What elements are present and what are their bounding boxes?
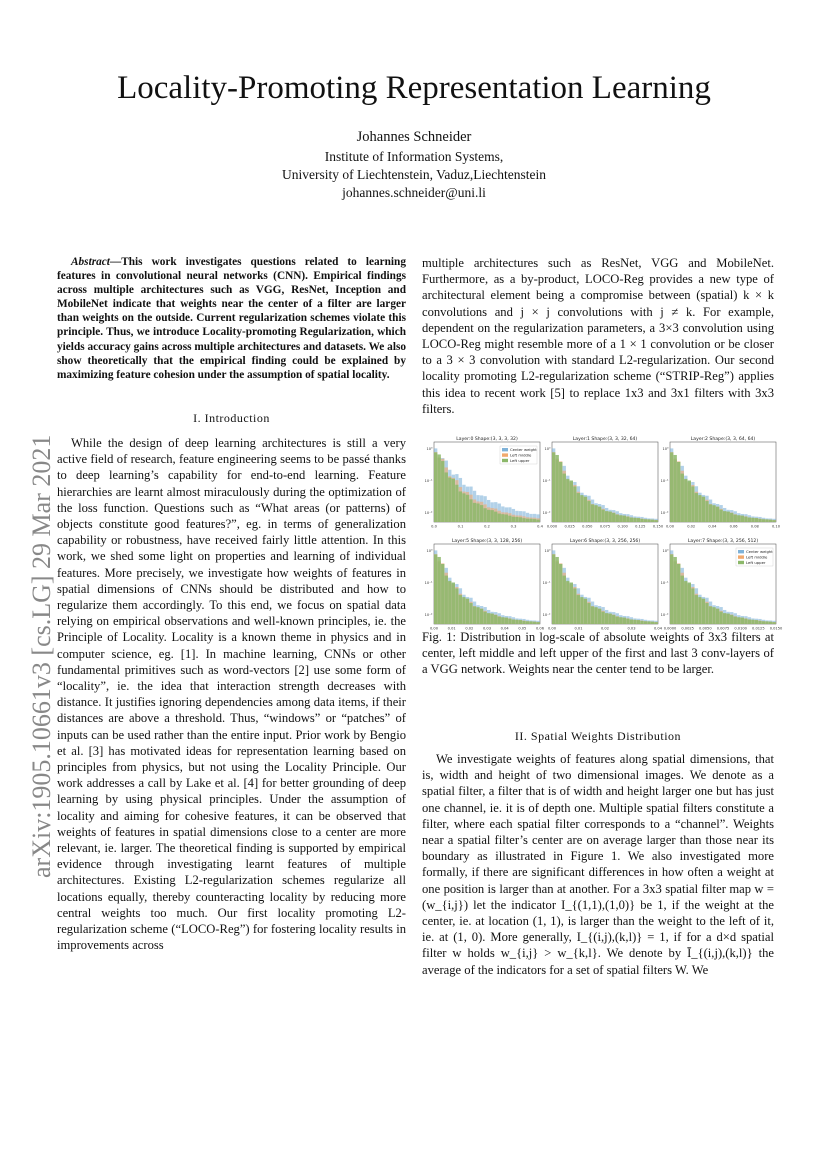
- histogram-bar: [533, 622, 536, 624]
- x-tick-label: 0.02: [600, 626, 610, 631]
- histogram-bar: [434, 554, 437, 624]
- histogram-bar: [563, 474, 566, 522]
- histogram-bar: [605, 613, 608, 624]
- histogram-bar: [744, 517, 747, 522]
- histogram-bar: [762, 519, 765, 522]
- histogram-bar: [480, 609, 483, 624]
- histogram-bar: [476, 607, 479, 624]
- histogram-bar: [626, 619, 629, 624]
- histogram-bar: [695, 595, 698, 624]
- legend-swatch: [738, 550, 744, 553]
- histogram-bar: [695, 493, 698, 522]
- histogram-bar: [681, 576, 684, 624]
- panel-title: Layer:2 Shape:(3, 3, 64, 64): [690, 437, 756, 442]
- histogram-bar: [723, 613, 726, 624]
- histogram-bar: [719, 612, 722, 624]
- histogram-bar: [670, 452, 673, 522]
- legend-label: Center weight: [746, 549, 773, 554]
- histogram-bar: [762, 621, 765, 624]
- x-tick-label: 0.03: [627, 626, 636, 631]
- histogram-bar: [491, 510, 494, 522]
- histogram-bar: [498, 514, 501, 522]
- histogram-bar: [681, 474, 684, 522]
- histogram-bar: [644, 519, 647, 522]
- histogram-bar: [684, 479, 687, 522]
- histogram-bar: [529, 519, 532, 522]
- histogram-bar: [619, 617, 622, 624]
- histogram-bar: [452, 479, 455, 522]
- histogram-bar: [698, 597, 701, 624]
- histogram-bar: [559, 462, 562, 522]
- histogram-bar: [473, 503, 476, 522]
- right-column-top-text: [422, 255, 774, 417]
- x-tick-label: 0.06: [535, 626, 545, 631]
- histogram-bar: [734, 617, 737, 624]
- histogram-bar: [577, 595, 580, 624]
- histogram-bar: [737, 515, 740, 522]
- histogram-panel: [543, 538, 663, 631]
- histogram-bar: [623, 516, 626, 522]
- histogram-bar: [730, 615, 733, 624]
- x-tick-label: 0.06: [729, 524, 738, 529]
- histogram-bar: [674, 455, 677, 522]
- histogram-bar: [587, 501, 590, 522]
- histogram-bar: [533, 519, 536, 522]
- histogram-bar: [769, 622, 772, 624]
- histogram-bar: [480, 505, 483, 522]
- histogram-bar: [709, 504, 712, 522]
- histogram-bar: [584, 497, 587, 522]
- histogram-bar: [519, 517, 522, 522]
- histogram-bar: [566, 479, 569, 522]
- histogram-bar: [716, 507, 719, 522]
- x-tick-label: 0.0075: [716, 626, 730, 631]
- histogram-bar: [737, 617, 740, 624]
- histogram-bar: [623, 618, 626, 624]
- histogram-panel: [543, 436, 664, 529]
- histogram-bar: [765, 621, 768, 624]
- histogram-bar: [751, 620, 754, 624]
- histogram-bar: [441, 564, 444, 624]
- x-tick-label: 0.4: [537, 524, 543, 529]
- y-tick-label: 10⁻¹: [660, 479, 669, 483]
- abstract-label: Abstract: [71, 256, 110, 268]
- histogram-bar: [455, 485, 458, 522]
- histogram-bar: [723, 511, 726, 522]
- histogram-bar: [438, 557, 441, 624]
- histogram-bar: [476, 503, 479, 522]
- histogram-bar: [772, 622, 775, 624]
- histogram-bar: [684, 581, 687, 624]
- figure-1-histograms: [422, 432, 783, 631]
- histogram-panel: [661, 436, 781, 529]
- y-tick-label: 10⁻²: [660, 511, 669, 515]
- histogram-bar: [515, 517, 518, 522]
- section-heading-introduction: I. Introduction: [193, 411, 270, 425]
- histogram-bar: [505, 514, 508, 522]
- y-tick-label: 10⁰: [662, 549, 669, 553]
- x-tick-label: 0.08: [750, 524, 759, 529]
- histogram-bar: [598, 507, 601, 522]
- histogram-bar: [651, 622, 654, 624]
- x-tick-label: 0.0125: [752, 626, 765, 631]
- histogram-bar: [448, 581, 451, 624]
- histogram-bar: [633, 620, 636, 624]
- histogram-bar: [677, 564, 680, 624]
- histogram-bar: [769, 520, 772, 522]
- histogram-bar: [487, 510, 490, 522]
- x-tick-label: 0.0: [431, 524, 437, 529]
- histogram-bar: [556, 557, 559, 624]
- histogram-bar: [688, 480, 691, 522]
- histogram-bar: [637, 518, 640, 522]
- x-tick-label: 0.075: [599, 524, 611, 529]
- histogram-bar: [616, 515, 619, 522]
- author-affiliation-2: University of Liechtenstein, Vaduz,Liechtenstein: [281, 167, 547, 182]
- histogram-bar: [644, 621, 647, 624]
- x-tick-label: 0.0050: [699, 626, 712, 631]
- histogram-bar: [591, 504, 594, 522]
- section-heading-spatial-weights: II. Spatial Weights Distribution: [514, 729, 682, 743]
- histogram-bar: [580, 597, 583, 624]
- histogram-bar: [601, 510, 604, 522]
- histogram-bar: [469, 499, 472, 522]
- histogram-bar: [748, 620, 751, 624]
- histogram-bar: [552, 554, 555, 624]
- histogram-panel: [425, 538, 545, 631]
- histogram-bar: [483, 508, 486, 522]
- histogram-bar: [616, 617, 619, 624]
- histogram-bar: [505, 618, 508, 624]
- histogram-bar: [612, 615, 615, 624]
- panel-title: Layer:1 Shape:(3, 3, 32, 64): [572, 437, 638, 442]
- histogram-bar: [716, 609, 719, 624]
- histogram-bar: [445, 576, 448, 624]
- x-tick-label: 0.050: [582, 524, 593, 529]
- histogram-bar: [677, 462, 680, 522]
- arxiv-stamp-text: arXiv:1905.10661v3 [cs.LG] 29 Mar 2021: [27, 434, 56, 878]
- histogram-bar: [637, 620, 640, 624]
- histogram-bar: [512, 517, 515, 522]
- histogram-bar: [563, 576, 566, 624]
- y-tick-label: 10⁰: [662, 447, 669, 451]
- y-tick-label: 10⁻¹: [424, 581, 433, 585]
- histogram-bar: [536, 622, 539, 624]
- histogram-bar: [691, 588, 694, 624]
- x-tick-label: 0.04: [500, 626, 509, 631]
- x-tick-label: 0.150: [652, 524, 664, 529]
- panel-title: Layer:7 Shape:(3, 3, 256, 512): [687, 539, 759, 544]
- x-tick-label: 0.02: [465, 626, 474, 631]
- histogram-bar: [647, 519, 650, 522]
- legend-label: Left upper: [510, 457, 530, 463]
- histogram-bar: [751, 518, 754, 522]
- x-tick-label: 0.00: [547, 626, 557, 631]
- histogram-bar: [612, 513, 615, 522]
- histogram-bar: [487, 613, 490, 624]
- legend-label: Left middle: [746, 554, 768, 560]
- histogram-bar: [647, 621, 650, 624]
- histogram-bar: [744, 619, 747, 624]
- histogram-bar: [734, 515, 737, 522]
- histogram-bar: [772, 520, 775, 522]
- histogram-bar: [702, 599, 705, 624]
- histogram-bar: [559, 564, 562, 624]
- histogram-bar: [556, 455, 559, 522]
- x-tick-label: 0.01: [447, 626, 456, 631]
- histogram-bar: [448, 478, 451, 522]
- legend-swatch: [738, 555, 744, 558]
- figure-1-caption: Fig. 1: Distribution in log-scale of absolute weights of 3x3 filters at center, left middle and left upper of the first and last 3 conv-layers of a VGG network. Weights near the center tend to be larger.: [422, 630, 774, 677]
- continued-paragraph: multiple architectures such as ResNet, VGG and MobileNet. Furthermore, as a by-product, LOCO-Reg provides a new type of architectural element being a compromise between (spatial) k × k convolutions and j × j convolutions with j ≠ k. For example, dependent on the regularization parameters, a 3×3 convolution using LOCO-Reg might resemble more of a 1 × 1 convolution or be closer to a 3 × 3 convolution with standard L2-regularization. Our second locality promoting L2-regularization scheme (“STRIP-Reg”) applies this idea to recent work [5] to replace 1x3 and 3x1 filters with 3x3 filters.: [422, 256, 774, 416]
- histogram-bar: [515, 620, 518, 624]
- legend-swatch: [738, 561, 744, 564]
- x-tick-label: 0.05: [518, 626, 527, 631]
- histogram-bar: [630, 620, 633, 624]
- x-tick-label: 0.0100: [734, 626, 747, 631]
- spatial-weights-body: [422, 751, 774, 978]
- x-tick-label: 0.0150: [769, 626, 783, 631]
- histogram-bar: [552, 452, 555, 522]
- histogram-bar: [755, 620, 758, 624]
- histogram-bar: [501, 514, 504, 522]
- histogram-bar: [469, 603, 472, 624]
- histogram-bar: [609, 512, 612, 522]
- histogram-bar: [626, 517, 629, 522]
- panel-title: Layer:0 Shape:(3, 3, 3, 32): [456, 437, 518, 442]
- legend-swatch: [502, 453, 508, 456]
- histogram-panel: [661, 538, 783, 631]
- histogram-bar: [566, 581, 569, 624]
- histogram-bar: [651, 520, 654, 522]
- histogram-bar: [529, 621, 532, 624]
- histogram-bar: [730, 513, 733, 522]
- histogram-bar: [691, 486, 694, 522]
- histogram-bar: [522, 621, 525, 624]
- histogram-bar: [702, 497, 705, 522]
- y-tick-label: 10⁻¹: [424, 479, 433, 483]
- histogram-bar: [462, 597, 465, 624]
- histogram-bar: [712, 505, 715, 522]
- x-tick-label: 0.025: [564, 524, 575, 529]
- x-tick-label: 0.000: [546, 524, 558, 529]
- author-name: Johannes Schneider: [356, 129, 472, 145]
- author-affiliation-1: Institute of Information Systems,: [324, 149, 504, 164]
- histogram-bar: [452, 582, 455, 624]
- abstract-text: —This work investigates questions related to learning features in convolutional neural networks (CNN). Empirical findings across multiple architectures such as VGG, ResNet, Inception and MobileNet indicate that weights near the center of a filter are larger than weights on the outside. Current regularization schemes violate this principle. Thus, we introduce Locality-promoting Regularization, which yields accuracy gains across multiple architectures and datasets. We also show theoretically that the empirical finding could be explained by maximizing feature cohesion under the assumption of spatial locality.: [57, 256, 406, 381]
- x-tick-label: 0.01: [574, 626, 583, 631]
- histogram-bar: [741, 618, 744, 624]
- histogram-bar: [508, 516, 511, 522]
- histogram-bar: [591, 606, 594, 624]
- histogram-bar: [536, 520, 539, 522]
- histogram-bar: [712, 607, 715, 624]
- author-email: johannes.schneider@uni.li: [342, 185, 486, 200]
- legend-label: Left middle: [510, 452, 532, 458]
- y-tick-label: 10⁰: [544, 447, 551, 451]
- abstract: [57, 255, 406, 382]
- paper-title: Locality-Promoting Representation Learning: [117, 70, 711, 106]
- histogram-bar: [573, 588, 576, 624]
- histogram-bar: [570, 480, 573, 522]
- histogram-bar: [630, 518, 633, 522]
- histogram-bar: [573, 486, 576, 522]
- histogram-bar: [577, 493, 580, 522]
- histogram-bar: [601, 612, 604, 624]
- histogram-bar: [765, 519, 768, 522]
- legend-swatch: [502, 459, 508, 462]
- histogram-bar: [462, 493, 465, 522]
- histogram-bar: [598, 609, 601, 624]
- legend-label: Center weight: [510, 447, 537, 452]
- histogram-bar: [466, 495, 469, 522]
- histogram-bar: [755, 518, 758, 522]
- histogram-bar: [584, 599, 587, 624]
- histogram-bar: [633, 518, 636, 522]
- x-tick-label: 0.2: [484, 524, 490, 529]
- histogram-bar: [473, 606, 476, 624]
- x-tick-label: 0.0025: [681, 626, 694, 631]
- histogram-bar: [758, 519, 761, 522]
- histogram-bar: [619, 515, 622, 522]
- y-tick-label: 10⁰: [426, 549, 433, 553]
- histogram-bar: [654, 520, 657, 522]
- histogram-bar: [705, 501, 708, 522]
- histogram-bar: [674, 557, 677, 624]
- histogram-bar: [526, 621, 529, 624]
- y-tick-label: 10⁰: [426, 447, 433, 451]
- y-tick-label: 10⁻²: [542, 613, 551, 617]
- histogram-bar: [512, 620, 515, 624]
- histogram-bar: [640, 519, 643, 522]
- histogram-bar: [594, 607, 597, 624]
- histogram-bar: [494, 615, 497, 624]
- histogram-bar: [698, 495, 701, 522]
- histogram-bar: [727, 512, 730, 522]
- histogram-bar: [605, 511, 608, 522]
- histogram-bar: [434, 452, 437, 522]
- histogram-bar: [501, 617, 504, 624]
- x-tick-label: 0.02: [687, 524, 696, 529]
- x-tick-label: 0.3: [510, 524, 517, 529]
- x-tick-label: 0.04: [653, 626, 663, 631]
- histogram-bar: [522, 518, 525, 522]
- y-tick-label: 10⁻²: [660, 613, 669, 617]
- introduction-body: [57, 435, 406, 954]
- histogram-bar: [580, 495, 583, 522]
- histogram-bar: [741, 516, 744, 522]
- histogram-bar: [459, 491, 462, 522]
- histogram-panel: [425, 436, 544, 529]
- histogram-bar: [455, 588, 458, 624]
- histogram-bar: [466, 599, 469, 624]
- x-tick-label: 0.10: [771, 524, 781, 529]
- histogram-bar: [438, 454, 441, 522]
- x-tick-label: 0.100: [617, 524, 628, 529]
- legend-swatch: [502, 448, 508, 451]
- histogram-bar: [758, 621, 761, 624]
- x-tick-label: 0.03: [482, 626, 492, 631]
- histogram-bar: [526, 519, 529, 522]
- legend-label: Left upper: [746, 559, 766, 565]
- histogram-bar: [459, 595, 462, 624]
- histogram-bar: [748, 518, 751, 522]
- histogram-bar: [491, 614, 494, 624]
- histogram-bar: [727, 614, 730, 624]
- arxiv-side-stamp: [18, 360, 58, 880]
- panel-title: Layer:5 Shape:(3, 3, 128, 256): [451, 539, 523, 544]
- y-tick-label: 10⁻¹: [542, 479, 551, 483]
- histogram-bar: [688, 582, 691, 624]
- y-tick-label: 10⁻²: [424, 511, 433, 515]
- histogram-bar: [609, 614, 612, 624]
- panel-title: Layer:6 Shape:(3, 3, 256, 256): [569, 539, 641, 544]
- x-tick-label: 0.00: [429, 626, 439, 631]
- y-tick-label: 10⁻²: [424, 613, 433, 617]
- y-tick-label: 10⁰: [544, 549, 551, 553]
- y-tick-label: 10⁻²: [542, 511, 551, 515]
- histogram-bar: [705, 603, 708, 624]
- histogram-bar: [483, 612, 486, 624]
- histogram-bar: [587, 603, 590, 624]
- histogram-bar: [719, 510, 722, 522]
- histogram-bar: [594, 505, 597, 522]
- histogram-bar: [670, 554, 673, 624]
- histogram-bar: [445, 472, 448, 522]
- histogram-bar: [570, 582, 573, 624]
- histogram-bar: [494, 512, 497, 522]
- histogram-bar: [709, 606, 712, 624]
- x-tick-label: 0.1: [457, 524, 464, 529]
- histogram-bar: [654, 622, 657, 624]
- histogram-bar: [640, 621, 643, 624]
- x-tick-label: 0.125: [635, 524, 646, 529]
- histogram-bar: [519, 620, 522, 624]
- histogram-bar: [508, 619, 511, 624]
- x-tick-label: 0.0000: [663, 626, 677, 631]
- histogram-bar: [441, 461, 444, 522]
- histogram-bar: [498, 617, 501, 624]
- introduction-paragraph: While the design of deep learning architectures is still a very active field of research, feature engineering seems to be passé thanks to deep learning’s capability for end-to-end learning. Feature hierarchies are learnt almost miraculously during the optimization of the loss function. Questions such as “What areas (or patterns) of objects constitute good features?”, eg. in terms of generalization capability or robustness, have received fairly little attention. In this work, we shed some light on properties and learning of individual features. More precisely, we investigate how weights of features in spatial dimensions of CNNs should be distributed and how to regularize them accordingly. To this end, we focus on spatial data relying on empirical observations and well-known principles, ie. the Principle of Locality. Locality is a known theme in physics and in computer science, eg. [1]. In machine learning, CNNs or other fundamental primitives such as word-vectors [2] use some form of “locality”, ie. the idea that interaction strength decreases with distance. It justifies ignoring dependencies among data items, if their distances are above a threshold. Thus, “windows” or “patches” of inputs can be used rather than the entire input. Prior work by Bengio et al. [3] has motivated ideas for representation learning based on principles from physics, but not using the Locality Principle. Our work addresses a call by Lake et al. [4] for better grounding of deep learning by using physical principles. Under the assumption of locality and aiming for cohesive features, it can be observed that weights of features in spatial dimensions close to a center are more relevant, ie. larger. The theoretical finding is supported by empirical evidence through investigating learnt features of multiple architectures. Existing L2-regularization schemes regularize all locations equally, thereby counteracting locality by reducing more central weights too much. Our first locality promoting L2-regularization scheme (“LOCO-Reg”) for fostering locality results in improvements across: [57, 436, 406, 953]
- y-tick-label: 10⁻¹: [542, 581, 551, 585]
- x-tick-label: 0.00: [665, 524, 675, 529]
- y-tick-label: 10⁻¹: [660, 581, 669, 585]
- x-tick-label: 0.04: [708, 524, 717, 529]
- spatial-weights-paragraph: We investigate weights of features along spatial dimensions, that is, width and height of two dimensional images. We denote as a spatial filter, a filter that is of width and height larger one but has just one channel, ie. it is of depth one. Multiple spatial filters constitute a filter, where each spatial filter corresponds to a “channel”. Weights near a spatial filter’s center are on average larger than those near its boundary as illustrated in Figure 1. We also investigated more formally, if there are significant differences in how often a weight at one position is larger than at another. For a 3x3 spatial filter map w = (w_{i,j}) let the indicator I_{(1,1),(1,0)} be 1, if the weight at the center, ie. at location (1, 1), is larger than the weight to the left of it, ie. at (1, 0). More generally, I_{(i,j),(k,l)} = 1, if for a d×d spatial filter w holds w_{i,j} > w_{k,l}. We denote by Ī_{(i,j),(k,l)} the average of the indicators for a set of spatial filters W. We: [422, 752, 774, 977]
